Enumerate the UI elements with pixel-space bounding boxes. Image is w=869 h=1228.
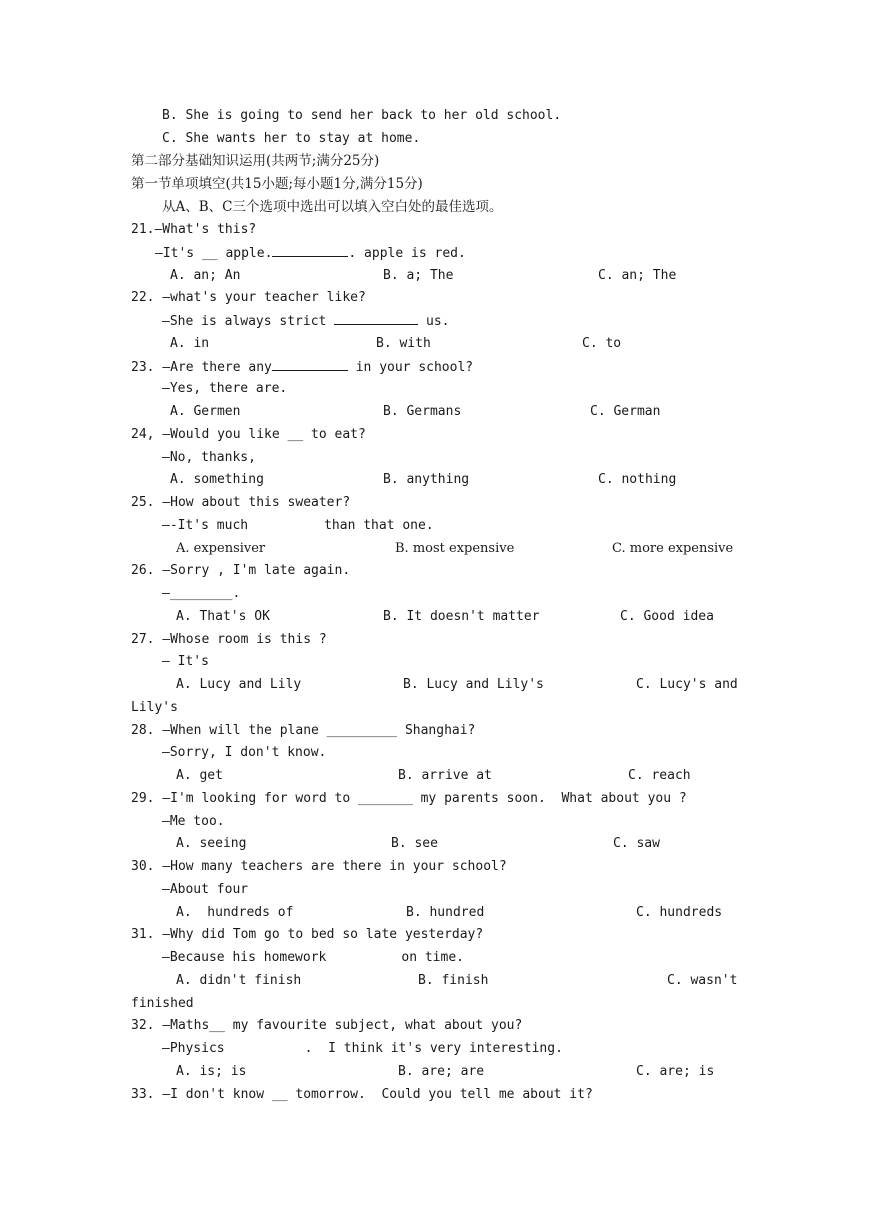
q27-line2: — It's <box>162 654 209 669</box>
q26-option-c: C. Good idea <box>620 609 714 624</box>
q28-line2: —Sorry, I don't know. <box>162 745 327 760</box>
q22-stem <box>131 289 366 307</box>
q22-line1: —what's your teacher like? <box>162 290 366 305</box>
q31-line2 <box>162 949 464 967</box>
q33-number: 33. <box>131 1087 155 1102</box>
q24-option-a: A. something <box>170 472 264 487</box>
q33-stem <box>131 1086 593 1104</box>
q29-number: 29. <box>131 791 155 806</box>
q30-stem <box>131 858 507 876</box>
q32-option-a: A. is; is <box>176 1064 247 1079</box>
q23-number: 23. <box>131 360 155 375</box>
q23-blank <box>272 358 348 371</box>
q25-option-a: A. expensiver <box>176 541 266 556</box>
instruction: 从A、B、C三个选项中选出可以填入空白处的最佳选项。 <box>162 199 503 215</box>
q30-line1: —How many teachers are there in your school? <box>162 859 507 874</box>
q22-line2 <box>162 312 450 330</box>
q25-option-b: B. most expensive <box>395 541 515 556</box>
q24-option-b: B. anything <box>383 472 470 487</box>
q29-option-b: B. see <box>391 836 438 851</box>
prev-option-c: C. She wants her to stay at home. <box>162 131 421 146</box>
q26-option-b: B. It doesn't matter <box>383 609 540 624</box>
q24-line2: —No, thanks, <box>162 450 256 465</box>
q23-option-b: B. Germans <box>383 404 462 419</box>
q32-line2-b: . I think it's very interesting. <box>304 1041 563 1056</box>
q31-line2-b: on time. <box>401 950 464 965</box>
q32-line2 <box>162 1040 563 1058</box>
q21-blank <box>272 244 348 257</box>
q23-stem <box>131 358 473 376</box>
q22-option-c: C. to <box>582 336 622 351</box>
part2-title: 第二部分基础知识运用(共两节;满分25分) <box>131 153 380 169</box>
q26-number: 26. <box>131 563 155 578</box>
q30-line2: —About four <box>162 882 249 897</box>
q31-option-a: A. didn't finish <box>176 973 302 988</box>
q28-option-c: C. reach <box>628 768 691 783</box>
q21-line1: —What's this? <box>154 222 257 237</box>
q24-line1: —Would you like __ to eat? <box>162 427 366 442</box>
q28-option-b: B. arrive at <box>398 768 492 783</box>
q22-line2-b: us. <box>418 314 450 329</box>
q23-line2: —Yes, there are. <box>162 381 288 396</box>
q22-line2-a: —She is always strict <box>162 314 335 329</box>
q25-option-c: C. more expensive <box>612 541 734 556</box>
q21-stem <box>131 221 256 239</box>
q27-option-c-continued: Lily's <box>131 700 178 715</box>
q28-stem <box>131 722 475 740</box>
q22-option-b: B. with <box>376 336 431 351</box>
q29-line2: —Me too. <box>162 814 225 829</box>
q29-line1: —I'm looking for word to _______ my parents soon. What about you ? <box>162 791 687 806</box>
q21-option-b: B. a; The <box>383 268 454 283</box>
q29-option-c: C. saw <box>613 836 660 851</box>
q25-line2-a: —-It's much <box>162 518 249 533</box>
q23-line1-a: —Are there any <box>162 360 272 375</box>
q21-line2-a: —It's __ apple. <box>155 246 273 261</box>
q27-option-a: A. Lucy and Lily <box>176 677 302 692</box>
q27-stem <box>131 631 327 649</box>
q25-number: 25. <box>131 495 155 510</box>
q25-line1: —How about this sweater? <box>162 495 351 510</box>
q31-line2-a: —Because his homework <box>162 950 327 965</box>
q22-number: 22. <box>131 290 155 305</box>
q21-line2 <box>155 244 466 262</box>
section1-title: 第一节单项填空(共15小题;每小题1分,满分15分) <box>131 176 423 192</box>
q31-option-c: C. wasn't <box>667 973 738 988</box>
q23-option-a: A. Germen <box>170 404 241 419</box>
q21-option-c: C. an; The <box>598 268 677 283</box>
q24-number: 24, <box>131 427 155 442</box>
q25-stem <box>131 494 350 512</box>
q26-option-a: A. That's OK <box>176 609 270 624</box>
q21-line2-b: . apple is red. <box>348 246 466 261</box>
q27-line1: —Whose room is this ? <box>162 632 327 647</box>
q32-option-c: C. are; is <box>636 1064 715 1079</box>
q23-option-c: C. German <box>590 404 661 419</box>
q27-number: 27. <box>131 632 155 647</box>
q32-option-b: B. are; are <box>398 1064 485 1079</box>
q32-line2-a: —Physics <box>162 1041 225 1056</box>
q25-line2 <box>162 517 434 535</box>
q23-line1-b: in your school? <box>347 360 474 375</box>
q31-line1: —Why did Tom go to bed so late yesterday? <box>162 927 484 942</box>
q28-number: 28. <box>131 723 155 738</box>
q22-blank <box>334 312 418 325</box>
q24-stem <box>131 426 366 444</box>
q21-number: 21. <box>131 222 155 237</box>
q26-stem <box>131 562 350 580</box>
q32-number: 32. <box>131 1018 155 1033</box>
q28-option-a: A. get <box>176 768 223 783</box>
q29-stem <box>131 790 687 808</box>
q30-number: 30. <box>131 859 155 874</box>
q26-line2: —________. <box>162 586 241 601</box>
q30-option-c: C. hundreds <box>636 905 723 920</box>
q31-option-c-continued: finished <box>131 996 194 1011</box>
q27-option-b: B. Lucy and Lily's <box>403 677 544 692</box>
q26-line1: —Sorry , I'm late again. <box>162 563 351 578</box>
q31-number: 31. <box>131 927 155 942</box>
q30-option-b: B. hundred <box>406 905 485 920</box>
prev-option-b: B. She is going to send her back to her old school. <box>162 108 562 123</box>
q25-line2-b: than that one. <box>324 518 434 533</box>
q21-option-a: A. an; An <box>170 268 241 283</box>
q29-option-a: A. seeing <box>176 836 247 851</box>
q30-option-a: A. hundreds of <box>176 905 294 920</box>
q31-option-b: B. finish <box>418 973 489 988</box>
q22-option-a: A. in <box>170 336 210 351</box>
q32-stem <box>131 1017 522 1035</box>
q32-line1: —Maths__ my favourite subject, what about you? <box>162 1018 523 1033</box>
q24-option-c: C. nothing <box>598 472 677 487</box>
q33-line1: —I don't know __ tomorrow. Could you tell me about it? <box>162 1087 593 1102</box>
q31-stem <box>131 926 483 944</box>
q27-option-c: C. Lucy's and <box>636 677 738 692</box>
q28-line1: —When will the plane _________ Shanghai? <box>162 723 476 738</box>
